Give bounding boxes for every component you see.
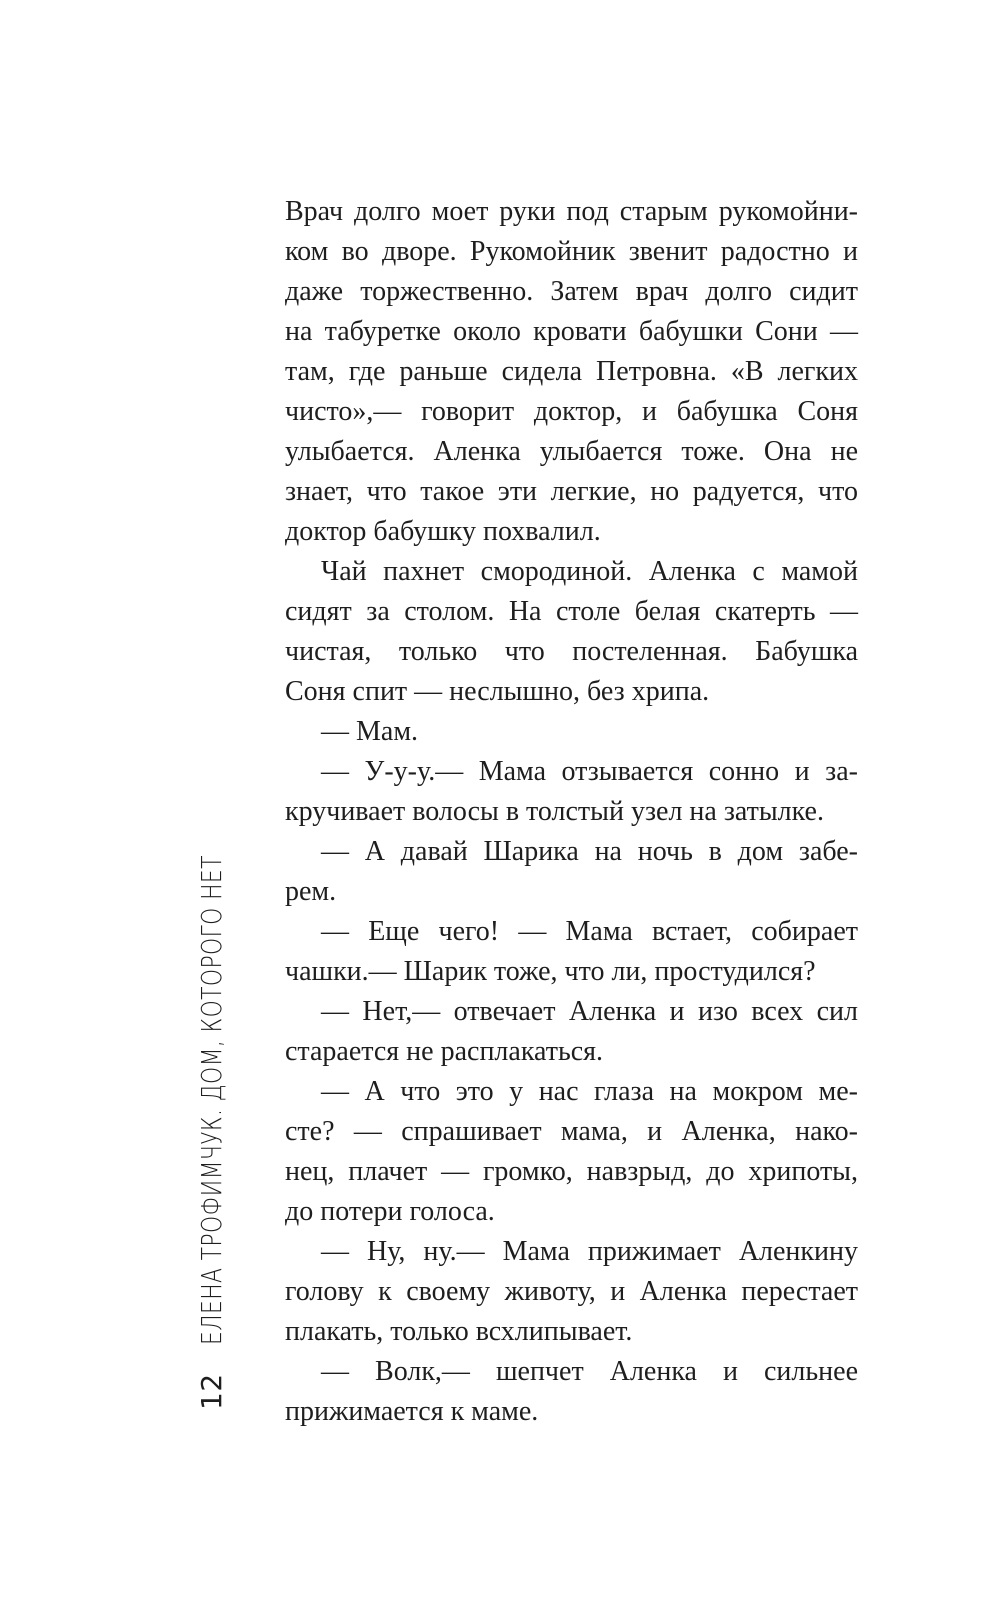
text-line: — Нет,— отвечает Аленка и изо всех сил <box>321 996 858 1027</box>
page-number: 12 <box>195 1373 228 1410</box>
text-line: — Мам. <box>321 716 419 747</box>
text-line: там, где раньше сидела Петровна. «В легких <box>285 356 858 387</box>
text-line: чашки.— Шарик тоже, что ли, простудился? <box>285 956 816 987</box>
text-line: на табуретке около кровати бабушки Сони — <box>285 316 858 347</box>
text-line: — А что это у нас глаза на мокром ме- <box>321 1076 858 1107</box>
page-margin-header <box>195 717 228 1410</box>
text-line: прижимается к маме. <box>285 1396 539 1427</box>
text-line: нец, плачет — громко, навзрыд, до хрипоты, <box>285 1156 858 1187</box>
text-line: — Волк,— шепчет Аленка и сильнее <box>321 1356 858 1387</box>
text-line: — А давай Шарика на ночь в дом забе- <box>321 836 858 867</box>
running-header: ЕЛЕНА ТРОФИМЧУК. ДОМ, КОТОРОГО НЕТ <box>195 855 228 1346</box>
text-line: чистая, только что постеленная. Бабушка <box>285 636 858 667</box>
text-line: Соня спит — неслышно, без хрипа. <box>285 676 710 707</box>
text-line: Врач долго моет руки под старым рукомойни- <box>285 196 858 227</box>
text-line: рем. <box>285 876 337 907</box>
text-line: сте? — спрашивает мама, и Аленка, нако- <box>285 1116 858 1147</box>
body-text <box>285 192 858 1432</box>
text-line: даже торжественно. Затем врач долго сидит <box>285 276 858 307</box>
text-line: кручивает волосы в толстый узел на затылке. <box>285 796 824 827</box>
text-line: — У-у-у.— Мама отзывается сонно и за- <box>321 756 858 787</box>
text-line: старается не расплакаться. <box>285 1036 604 1067</box>
text-line: доктор бабушку похвалил. <box>285 516 601 547</box>
text-line: — Ну, ну.— Мама прижимает Аленкину <box>321 1236 858 1267</box>
text-line: ком во дворе. Рукомойник звенит радостно и <box>285 236 858 267</box>
text-line: сидят за столом. На столе белая скатерть — <box>285 596 858 627</box>
text-line: до потери голоса. <box>285 1196 495 1227</box>
text-line: чисто»,— говорит доктор, и бабушка Соня <box>285 396 858 427</box>
text-line: — Еще чего! — Мама встает, собирает <box>321 916 858 947</box>
text-line: плакать, только всхлипывает. <box>285 1316 633 1347</box>
text-line: улыбается. Аленка улыбается тоже. Она не <box>285 436 858 467</box>
text-line: знает, что такое эти легкие, но радуется, что <box>285 476 858 507</box>
text-line: голову к своему животу, и Аленка перестает <box>285 1276 858 1307</box>
text-line: Чай пахнет смородиной. Аленка с мамой <box>321 556 858 587</box>
